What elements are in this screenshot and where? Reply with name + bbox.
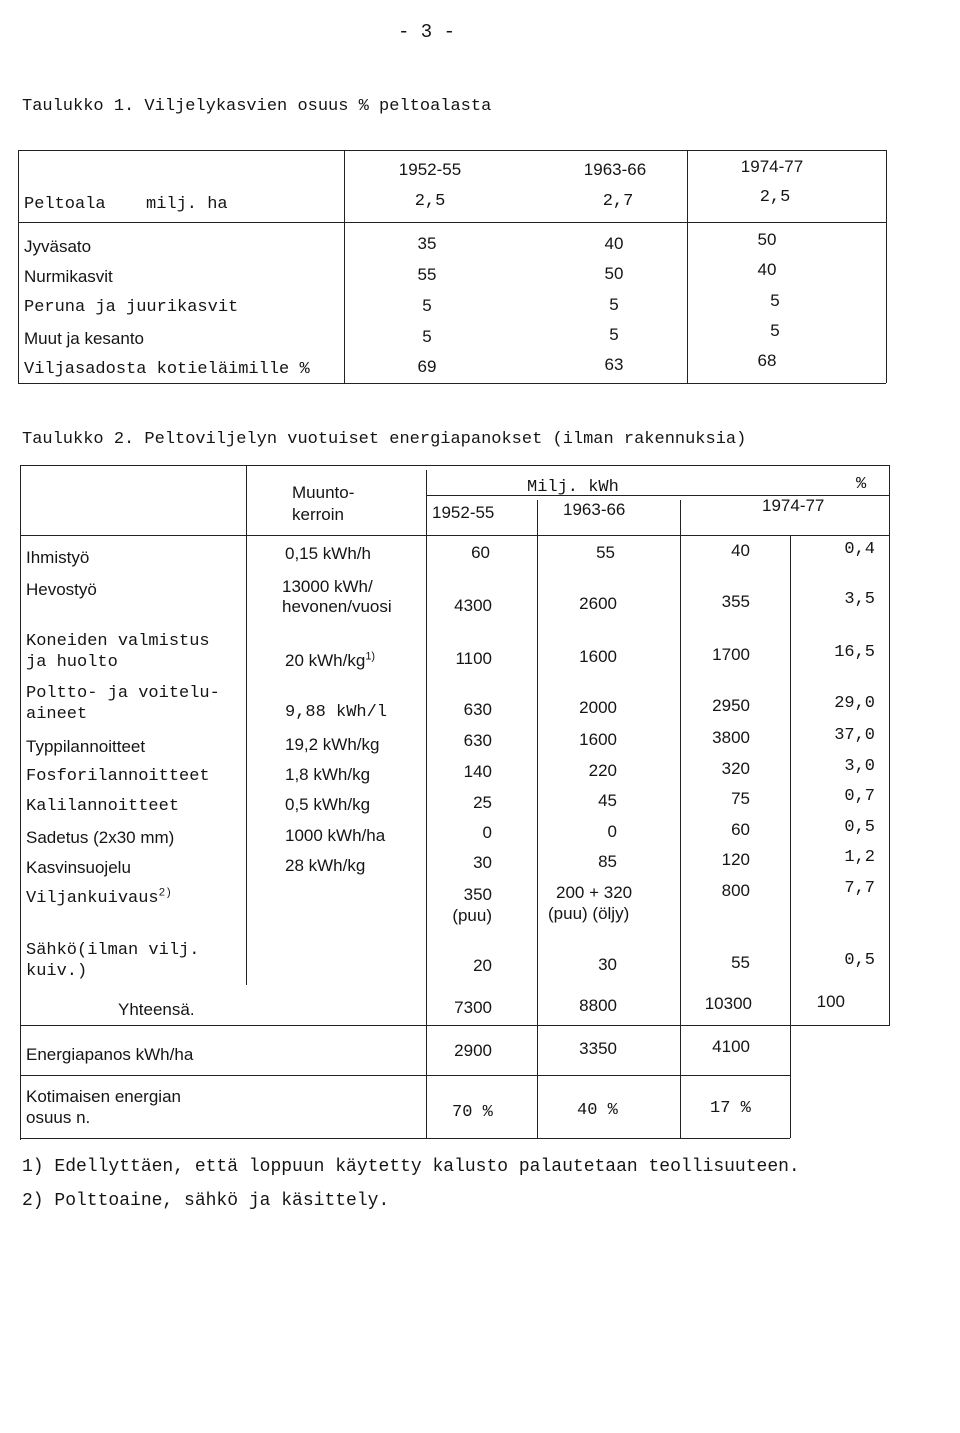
table2-factor: 20 kWh/$kg^{1)}$ <box>285 650 376 670</box>
table2-percent-header: % <box>856 475 867 494</box>
table2-col-divider <box>246 465 247 985</box>
table1-cell: 50 <box>604 264 624 283</box>
table2-factor: 9,88 kWh/l <box>285 703 388 722</box>
table2-row-label: Ihmistyö <box>26 548 90 567</box>
table2-cell: 630 <box>463 731 492 750</box>
table2-factor: 13000 kWh/ <box>282 577 373 596</box>
table2-cell: 55 <box>596 543 615 562</box>
table2-total-percent: 100 <box>816 992 845 1011</box>
table2-factor: hevonen/vuosi <box>282 597 392 616</box>
table1-row-label: Peruna ja juurikasvit <box>24 298 239 317</box>
table2-percent: 16,5 <box>834 643 875 662</box>
table2-factor: 1000 kWh/ha <box>285 826 386 845</box>
table1-cell: 68 <box>757 351 777 370</box>
table1-cell: 69 <box>417 357 437 376</box>
table1-left-border <box>18 150 19 383</box>
table1-period: 1952-55 <box>398 160 462 179</box>
table2-row-label: Kalilannoitteet <box>26 797 180 816</box>
table2-top-rule <box>20 465 890 466</box>
table2-row-label: ja huolto <box>26 653 118 672</box>
table1-top-rule <box>18 150 886 151</box>
table2-domestic-cell: 40 % <box>577 1101 618 1120</box>
table1-period: 1963-66 <box>583 160 647 179</box>
table2-row-label: Koneiden valmistus <box>26 632 210 651</box>
table2-factor: 0,5 kWh/kg <box>285 795 371 814</box>
table1-area-label: Peltoala <box>24 195 106 214</box>
table2-period: 1952-55 <box>432 503 495 522</box>
table2-period: 1963-66 <box>563 500 626 519</box>
table2-percent: 1,2 <box>844 848 875 867</box>
table2-cell: 20 <box>473 956 492 975</box>
table2-col-divider <box>537 500 538 1138</box>
table1-row-label: Jyväsato <box>24 237 92 256</box>
table2-cell: 60 <box>731 820 750 839</box>
table2-percent: 3,5 <box>844 590 875 609</box>
table2-cell: 0 <box>482 823 492 842</box>
table2-cell: 800 <box>721 881 750 900</box>
table2-period: 1974-77 <box>762 496 825 515</box>
table2-percent: 0,5 <box>844 818 875 837</box>
table1-cell: 63 <box>604 355 624 374</box>
table2-row-label: Typpilannoitteet <box>26 737 146 756</box>
table2-col-divider <box>426 470 427 1138</box>
table1-cell: 35 <box>417 234 437 253</box>
table2-total-cell: 7300 <box>454 998 492 1017</box>
table2-percent: 0,5 <box>844 951 875 970</box>
table2-percent: 0,4 <box>844 540 875 559</box>
table2-cell: 4300 <box>454 596 492 615</box>
table2-cell: 45 <box>598 791 617 810</box>
table2-percent: 0,7 <box>844 787 875 806</box>
table2-cell: 2600 <box>579 594 617 613</box>
table2-factor: 19,2 kWh/kg <box>285 735 380 754</box>
table1-area-value: 2,5 <box>759 188 791 207</box>
table2-factor: 1,8 kWh/kg <box>285 765 371 784</box>
table2-row-label: kuiv.) <box>26 962 88 981</box>
table2-row-label: Sähkö(ilman vilj. <box>26 941 200 960</box>
table2-cell: 2950 <box>712 696 750 715</box>
table2-energy-cell: 2900 <box>454 1041 492 1060</box>
table2-header-rule <box>20 535 890 536</box>
table1-row-label: Viljasadosta kotieläimille % <box>24 360 310 379</box>
table2-cell: 30 <box>598 955 617 974</box>
table2-percent: 7,7 <box>844 879 875 898</box>
table2-total-cell: 10300 <box>704 994 752 1013</box>
table2-col-divider <box>790 535 791 1138</box>
table2-cell: 1600 <box>579 647 617 666</box>
table2-cell: 3800 <box>712 728 750 747</box>
table2-factor-header: kerroin <box>292 505 344 524</box>
table2-cell: 1700 <box>712 645 750 664</box>
table2-bottom-rule <box>20 1138 790 1139</box>
table1-bottom-rule <box>18 383 886 384</box>
table2-row-label: Poltto- ja voitelu- <box>26 684 220 703</box>
table2-cell: 320 <box>721 759 750 778</box>
table1-cell: 40 <box>757 260 777 279</box>
table1-cell: 5 <box>422 327 432 346</box>
table2-cell: 1100 <box>455 649 492 668</box>
table1-col-divider <box>344 150 345 383</box>
table2-domestic-cell: 17 % <box>710 1099 751 1118</box>
table2-row-label: Hevostyö <box>26 580 97 599</box>
table1-area-value: 2,5 <box>414 192 446 211</box>
table2-cell: 40 <box>731 541 750 560</box>
table2-cell: 120 <box>721 850 750 869</box>
table1-cell: 5 <box>609 295 619 314</box>
table2-total-cell: 8800 <box>579 996 617 1015</box>
table2-domestic-label: osuus n. <box>26 1108 91 1127</box>
table2-percent: 3,0 <box>844 757 875 776</box>
table2-cell: (puu) <box>452 906 492 925</box>
table2-col-divider <box>680 500 681 1138</box>
table2-cell: 60 <box>471 543 490 562</box>
table1-cell: 40 <box>604 234 624 253</box>
table2-row-label: Viljankuivaus$^{2)}$ <box>26 887 172 908</box>
table2-rule <box>20 1075 790 1076</box>
table2-cell: 30 <box>473 853 492 872</box>
table2-energy-label: Energiapanos kWh/ha <box>26 1045 194 1064</box>
table2-percent: 29,0 <box>834 694 875 713</box>
table2-unit-header: Milj. kWh <box>527 478 619 497</box>
table2-total-rule <box>20 1025 890 1026</box>
table2-total-label: Yhteensä. <box>118 1000 195 1019</box>
table2-cell: 55 <box>731 953 750 972</box>
table2-factor: 28 kWh/kg <box>285 856 366 875</box>
table1-area-unit: milj. ha <box>146 195 228 214</box>
table1-cell: 5 <box>609 325 619 344</box>
table2-cell: 2000 <box>579 698 617 717</box>
footnote: 2) Polttoaine, sähkö ja käsittely. <box>22 1191 390 1211</box>
table1-area-value: 2,7 <box>602 192 634 211</box>
table2-cell: 140 <box>463 762 492 781</box>
table2-domestic-label: Kotimaisen energian <box>26 1087 181 1106</box>
page-number: - 3 - <box>398 21 456 43</box>
table2-cell: 1600 <box>579 730 617 749</box>
table1-cell: 5 <box>770 291 780 310</box>
table2-row-label: Sadetus (2x30 mm) <box>26 828 175 847</box>
table1-cell: 55 <box>417 265 437 284</box>
table1-right-border <box>886 150 887 383</box>
table1-cell: 5 <box>422 296 432 315</box>
table2-right-border <box>889 465 890 1025</box>
table2-cell: 200 + 320 <box>556 883 633 902</box>
table2-cell: 25 <box>473 793 492 812</box>
table2-cell: (puu) (öljy) <box>548 904 630 923</box>
table2-row-label: Kasvinsuojelu <box>26 858 131 877</box>
table1-row-label: Muut ja kesanto <box>24 329 145 348</box>
table2-percent: 37,0 <box>834 726 875 745</box>
table1-row-label: Nurmikasvit <box>24 267 113 286</box>
table2-factor-header: Muunto- <box>292 483 355 502</box>
footnote: 1) Edellyttäen, että loppuun käytetty kalusto palautetaan teollisuuteen. <box>22 1157 800 1177</box>
table2-cell: 355 <box>721 592 750 611</box>
table2-cell: 220 <box>588 761 617 780</box>
table2-energy-cell: 4100 <box>712 1037 750 1056</box>
table2-cell: 75 <box>731 789 750 808</box>
table2-cell: 350 <box>463 885 492 904</box>
table1-col-divider <box>687 150 688 383</box>
table2-caption: Taulukko 2. Peltoviljelyn vuotuiset energiapanokset (ilman rakennuksia) <box>22 430 747 449</box>
table2-left-border <box>20 465 21 1140</box>
table1-header-rule <box>18 222 886 223</box>
table2-cell: 630 <box>463 700 492 719</box>
table1-cell: 50 <box>757 230 777 249</box>
table1-caption: Taulukko 1. Viljelykasvien osuus % peltoalasta <box>22 97 492 116</box>
table1-period: 1974-77 <box>740 157 804 176</box>
table2-cell: 0 <box>607 822 617 841</box>
table2-domestic-cell: 70 % <box>452 1103 493 1122</box>
table2-row-label: Fosforilannoitteet <box>26 767 210 786</box>
table2-row-label: aineet <box>26 705 88 724</box>
table2-factor: 0,15 kWh/h <box>285 544 371 563</box>
table2-cell: 85 <box>598 852 617 871</box>
table1-cell: 5 <box>770 321 780 340</box>
table2-energy-cell: 3350 <box>579 1039 617 1058</box>
